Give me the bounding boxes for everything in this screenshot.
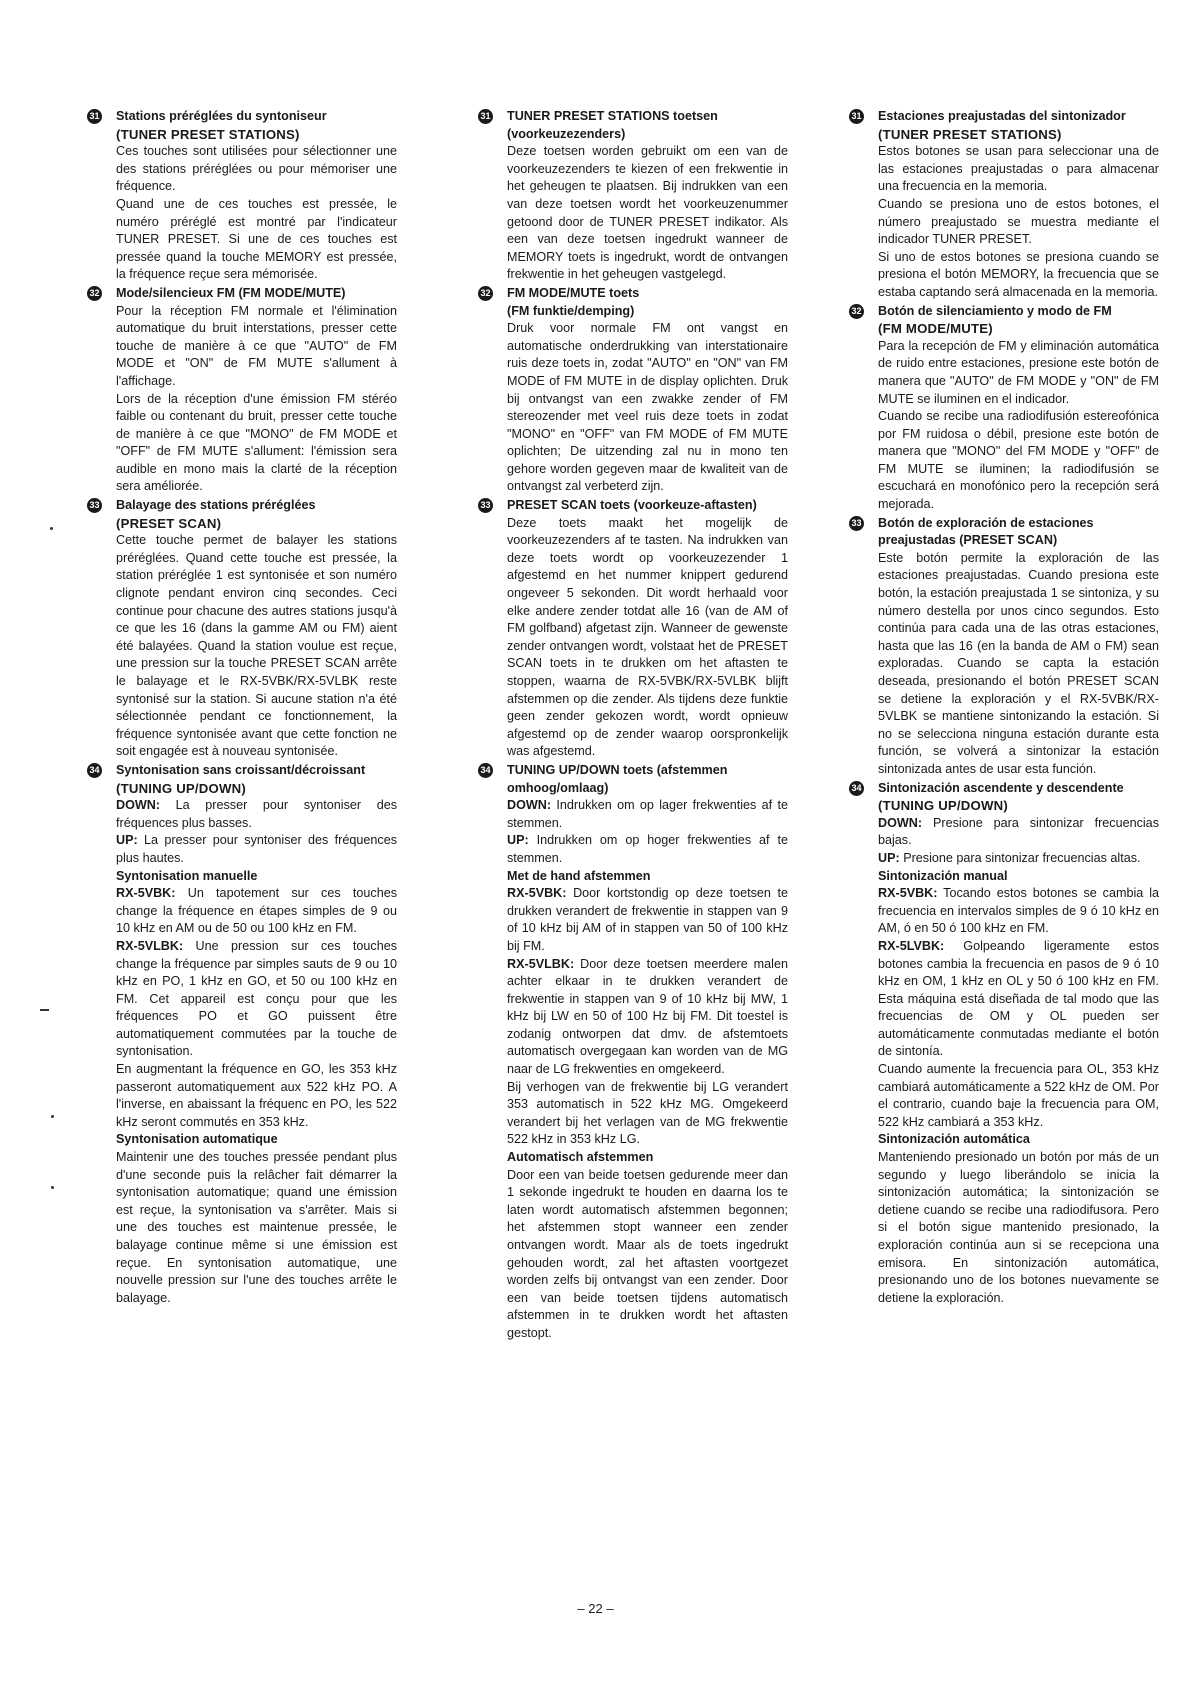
section-number-badge: 33 [478, 498, 493, 513]
section-heading [849, 303, 1159, 338]
section-subtitle: (TUNER PRESET STATIONS) [116, 126, 300, 142]
section-number-badge: 32 [478, 286, 493, 301]
section-title: Botón de exploración de estaciones preajustadas (PRESET SCAN) [878, 515, 1094, 548]
text: Golpeando ligeramente estos botones cambia la frecuencia en pasos de 9 ó 10 kHz en OM, 1 kHz en OL y 50 ó 100 kHz en FM. Esta máquina está diseñada de tal modo que las frecuencias de OM y OL pueden ser automáticamente conmutadas mediante el botón de sintonía. [878, 938, 1159, 1059]
scan-dot [51, 1186, 54, 1189]
section-fr-31 [87, 108, 397, 284]
section-title: Stations préréglées du syntoniseur [116, 109, 327, 123]
page-number: – 22 – [577, 1601, 614, 1616]
section-heading [849, 108, 1159, 143]
text: La presser pour syntoniser des fréquences plus hautes. [116, 833, 397, 865]
section-heading [478, 762, 788, 797]
keyword-model: RX-5VLBK: [116, 938, 184, 953]
text: Tocando estos botones se cambia la frecuencia en intervalos simples de 9 ó 10 kHz en AM, ó en 50 ó 100 kHz en FM. [878, 886, 1159, 936]
section-subtitle: (PRESET SCAN) [116, 515, 222, 531]
section-fr-33 [87, 497, 397, 761]
keyword-model: RX-5LVBK: [878, 938, 945, 953]
section-fr-32 [87, 285, 397, 496]
text: Door deze toetsen meerdere malen achter elkaar in te drukken verandert de frekwentie in stappen van 9 of 10 kHz bij MW, 1 kHz bij LW en 50 of 100 Hz bij FM. Dit toestel is zodanig ontworpen dat dmv. de afstemtoets automatisch overgegaan kan worden van de MG naar de LG frekwenties en omgekeerd. [507, 956, 788, 1077]
section-title: Estaciones preajustadas del sintonizador [878, 109, 1126, 123]
section-title: TUNING UP/DOWN toets (afstemmen [507, 762, 728, 777]
column-french [87, 108, 397, 1308]
paragraph: Ces touches sont utilisées pour sélectionner une des stations préréglées ou pour mémoriser une fréquence. [116, 144, 397, 194]
subheading-manual: Sintonización manual [878, 868, 1008, 883]
section-body [478, 320, 788, 496]
section-heading [87, 497, 397, 532]
keyword-up: UP: [878, 850, 900, 865]
section-title: FM MODE/MUTE toets [507, 285, 640, 300]
section-body [87, 143, 397, 284]
paragraph: Door een van beide toetsen gedurende meer dan 1 sekonde ingedrukt te houden en daarna los te laten wordt automatisch afstemmen begonnen; het afstemmen stopt wanneer een zender ontvangen wordt. Maar als de toets ingedrukt gehouden wordt, zal het aftasten voortgezet worden zelfs bij ontvangst van een zender. Door een van beide toetsen tijdens automatisch afstemmen in te drukken wordt het aftasten gestopt. [507, 1167, 788, 1340]
column-dutch [478, 108, 788, 1344]
keyword-up: UP: [116, 833, 138, 848]
section-title: Botón de silenciamiento y modo de FM [878, 303, 1112, 318]
keyword-down: DOWN: [507, 798, 552, 813]
paragraph: Bij verhogen van de frekwentie bij LG verandert 353 automatisch in 522 kHz MG. Omgekeerd verandert bij het verlagen van de MG frekwentie 522 kHz in 353 kHz LG. [507, 1079, 788, 1147]
keyword-down: DOWN: [878, 815, 923, 830]
section-number-badge: 31 [849, 109, 864, 124]
paragraph-vlbk [507, 956, 788, 1079]
section-subtitle: (FM funktie/demping) [507, 303, 635, 318]
paragraph-vbk [116, 885, 397, 938]
section-body [87, 532, 397, 761]
paragraph-vlbk [878, 938, 1159, 1061]
text: La presser pour syntoniser des fréquences plus basses. [116, 798, 397, 830]
text: Une pression sur ces touches change la fréquence par simples sauts de 9 ou 10 kHz en PO, 1 kHz en GO, et 50 ou 100 kHz en FM. Cet appareil est conçu pour que les fréquences PO et GO puissent être automatiquement commutées par la touche de syntonisation. [116, 938, 397, 1059]
section-number-badge: 34 [478, 763, 493, 778]
section-nl-32 [478, 285, 788, 496]
section-nl-34 [478, 762, 788, 1343]
paragraph: Estos botones se usan para seleccionar una de las estaciones preajustadas o para almacenar una frecuencia en la memoria. [878, 144, 1159, 194]
section-title: PRESET SCAN toets (voorkeuze-aftasten) [507, 498, 757, 513]
scan-dot [51, 1115, 54, 1118]
section-subtitle: (FM MODE/MUTE) [878, 321, 993, 337]
section-title: Sintonización ascendente y descendente [878, 780, 1124, 795]
paragraph-down [507, 797, 788, 832]
subheading-auto: Syntonisation automatique [116, 1132, 278, 1147]
section-subtitle: (TUNING UP/DOWN) [116, 780, 246, 796]
paragraph-up [507, 832, 788, 867]
keyword-model: RX-5VBK: [507, 886, 567, 901]
section-heading [87, 285, 397, 303]
section-number-badge: 33 [87, 498, 102, 513]
section-number-badge: 34 [87, 763, 102, 778]
scan-dot [50, 527, 53, 530]
section-fr-34 [87, 762, 397, 1307]
paragraph: Deze toets maakt het mogelijk de voorkeuzezenders af te tasten. Na indrukken van deze toets wordt op voorkeuzezender 1 afgestemd en het nummer knippert gedurend ongeveer 5 sekonden. Dit wordt herhaald voor elke andere zender totdat alle 16 (van de AM of FM golfband) afgetast zijn. Wanneer de gewenste zender ontvangen wordt, volstaat het de PRESET SCAN toets in te drukken om het aftasten te stoppen, waarna de RX-5VBK/RX-5VLBK blijft afstemmen op die zender. Als tijdens deze funktie geen zender gekozen wordt, wordt opnieuw afgestemd op de zender waarop oorspronkelijk was afgestemd. [507, 515, 788, 759]
section-body [87, 797, 397, 1307]
paragraph: Cuando se recibe una radiodifusión estereofónica por FM ruidosa o débil, presione este botón de manera que "MONO" del FM MODE y "OFF" de FM MUTE se iluminen; la radiodifusión se escuchará en monofónico pero la recepción será mejorada. [878, 409, 1159, 512]
paragraph: Pour la réception FM normale et l'élimination automatique du bruit interstations, presser cette touche de manière à ce que "AUTO" de FM MODE et "ON" de FM MUTE s'allument à l'affichage. [116, 303, 397, 388]
paragraph: Si uno de estos botones se presiona cuando se presiona el botón MEMORY, la frecuencia que se estaba captando será almacenada en la memoria. [878, 249, 1159, 299]
text: Indrukken om op hoger frekwenties af te stemmen. [507, 833, 788, 865]
text: Door kortstondig op deze toetsen te drukken verandert de frekwentie in stappen van 9 of 10 kHz bij AM of in stappen van 50 of 100 kHz bij FM. [507, 886, 788, 953]
section-es-34 [849, 780, 1159, 1308]
subheading-auto: Sintonización automática [878, 1132, 1030, 1147]
section-heading [87, 108, 397, 143]
paragraph: En augmentant la fréquence en GO, les 353 kHz passeront automatiquement aux 522 kHz PO. A l'inverse, en abaissant la fréquenc en PO, les 522 kHz seront commutés en 353 kHz. [116, 1062, 397, 1129]
section-title: Syntonisation sans croissant/décroissant [116, 762, 366, 777]
paragraph-up [878, 850, 1159, 868]
keyword-model: RX-5VBK: [116, 886, 176, 901]
paragraph: Para la recepción de FM y eliminación automática de ruido entre estaciones, presione este botón de manera que "AUTO" de FM MODE y "ON" de FM MUTE se iluminen en el indicador. [878, 338, 1159, 406]
paragraph: Cuando aumente la frecuencia para OL, 353 kHz cambiará automáticamente a 522 kHz de OM. Por el contrario, cuando baje la frecuencia para OM, 522 kHz cambiará a 353 kHz. [878, 1062, 1159, 1129]
text: Presione para sintonizar frecuencias altas. [899, 850, 1141, 865]
subheading-auto: Automatisch afstemmen [507, 1150, 654, 1165]
paragraph: Deze toetsen worden gebruikt om een van de voorkeuzezenders te kiezen of een frekwentie in het geheugen te plaatsen. Bij indrukken van een van deze toetsen wordt het voorkeuzenummer getoond door de TUNER PRESET indikator. Als een van deze toetsen ingedrukt wanneer de MEMORY toets is ingedrukt, wordt de ontvangen frekwentie in het geheugen vastgelegd. [507, 144, 788, 282]
section-number-badge: 32 [87, 286, 102, 301]
section-number-badge: 31 [87, 109, 102, 124]
subheading-manual: Syntonisation manuelle [116, 868, 258, 883]
section-number-badge: 33 [849, 516, 864, 531]
section-body [478, 143, 788, 284]
section-body [849, 815, 1159, 1308]
section-heading [849, 515, 1159, 550]
paragraph: Cette touche permet de balayer les stations préréglées. Quand cette touche est pressée, la station préréglée 1 est syntonisée et son numéro clignote pendant environ cinq secondes. Ceci continue pour chacune des autres stations jusqu'à ce que les 16 (dans la gamme AM ou FM) aient été balayées. Quand la station voulue est reçue, une pression sur la touche PRESET SCAN arrête le balayage et le RX-5VBK/RX-5VLBK reste syntonisé sur la station. Si aucune station n'a été sélectionnée pendant ce fonctionnement, la fréquence syntonisée avant que cette fonction ne soit engagée est à nouveau syntonisée. [116, 533, 397, 759]
paragraph: Este botón permite la exploración de las estaciones preajustadas. Cuando presiona este botón, la estación preajustada 1 se sintoniza, y su número destella por unos cinco segundos. Esto continúa para cada una de las otras estaciones, hasta que las 16 (en la banda de AM o FM) sean exploradas. Cuando se capta la estación deseada, presionando el botón PRESET SCAN se detiene la exploración y el RX-5VBK/RX-5VLBK se mantiene sintonizando la estación. Si no se selecciona ninguna estación durante esta función, se volverá a sintonizar la estación sintonizada antes de usar esta función. [878, 550, 1159, 776]
paragraph-up [116, 832, 397, 867]
paragraph: Druk voor normale FM ont vangst en automatische onderdrukking van interstationaire ruis deze toets in, zodat "AUTO" en "ON" van FM MODE of FM MUTE in de display oplichten. Druk bij ontvangst van een zwakke zender of FM stereozender met veel ruis deze toets in zodat "MONO" en "OFF" van FM MODE of FM MUTE oplichten; De uitzending zal nu in mono ten gehore worden gegeven maar de kwaliteit van de ontvangst zal verbeterd zijn. [507, 321, 788, 494]
section-subtitle: (voorkeuzezenders) [507, 126, 626, 141]
scan-dash [40, 1009, 49, 1011]
section-subtitle: (TUNING UP/DOWN) [878, 798, 1008, 814]
paragraph-down [878, 815, 1159, 850]
text: Indrukken om op lager frekwenties af te stemmen. [507, 798, 788, 830]
paragraph: Manteniendo presionado un botón por más de un segundo y luego liberándolo se inicia la sintonización automática; la sintonización se detiene cuando se recibe una radiodifusora. Pero si el botón sigue mantenido presionado, la exploración continúa aun si se recepciona una emisora. En sintonización automática, presionando uno de los botones nuevamente se detiene la exploración. [878, 1150, 1159, 1305]
subheading-manual: Met de hand afstemmen [507, 868, 651, 883]
paragraph: Quand une de ces touches est pressée, le numéro préréglé est montré par l'indicateur TUNER PRESET. Si une de ces touches est pressée quand la touche MEMORY est pressée, la fréquence reçue sera mémorisée. [116, 196, 397, 282]
section-body [478, 515, 788, 761]
section-heading [478, 285, 788, 320]
section-subtitle: (TUNER PRESET STATIONS) [878, 126, 1062, 142]
text: Presione para sintonizar frecuencias bajas. [878, 815, 1159, 848]
section-title: Balayage des stations préréglées [116, 498, 316, 513]
keyword-down: DOWN: [116, 798, 161, 813]
paragraph-vbk [878, 885, 1159, 938]
keyword-model: RX-5VBK: [878, 886, 938, 901]
section-heading [849, 780, 1159, 815]
section-subtitle: omhoog/omlaag) [507, 780, 609, 795]
keyword-up: UP: [507, 833, 529, 848]
section-body [849, 550, 1159, 779]
section-nl-33 [478, 497, 788, 761]
paragraph-vlbk [116, 938, 397, 1061]
section-number-badge: 34 [849, 781, 864, 796]
section-es-31 [849, 108, 1159, 302]
section-heading [478, 497, 788, 515]
section-body [478, 797, 788, 1342]
section-heading [87, 762, 397, 797]
text: Un tapotement sur ces touches change la fréquence en étapes simples de 9 ou 10 kHz en AM ou de 50 ou 100 kHz en FM. [116, 886, 397, 936]
section-title: TUNER PRESET STATIONS toetsen [507, 109, 718, 123]
section-es-32 [849, 303, 1159, 514]
paragraph-down [116, 797, 397, 832]
paragraph: Lors de la réception d'une émission FM stéréo faible ou contenant du bruit, presser cette touche de manière à ce que "MONO" de FM MODE et "OFF" de FM MUTE s'allument: l'émission sera audible en mono mais la clarté de la réception sera améliorée. [116, 391, 397, 494]
section-body [849, 338, 1159, 514]
section-title: Mode/silencieux FM (FM MODE/MUTE) [116, 285, 346, 300]
section-body [87, 303, 397, 497]
column-spanish [849, 108, 1159, 1308]
paragraph: Maintenir une des touches pressée pendant plus d'une seconde puis la relâcher fait démarrer la syntonisation automatique; quand une émission est reçue, la syntonisation va s'arrêter. Mais si une des touches est maintenue pressée, le balayage continue même si une émission est reçue. En syntonisation automatique, une nouvelle pression sur l'une des touches arrête le balayage. [116, 1150, 397, 1305]
section-nl-31 [478, 108, 788, 284]
paragraph: Cuando se presiona uno de estos botones, el número preajustado se muestra mediante el indicador TUNER PRESET. [878, 196, 1159, 247]
section-heading [478, 108, 788, 143]
section-body [849, 143, 1159, 301]
section-number-badge: 31 [478, 109, 493, 124]
keyword-model: RX-5VLBK: [507, 956, 575, 971]
paragraph-vbk [507, 885, 788, 955]
section-es-33 [849, 515, 1159, 779]
section-number-badge: 32 [849, 304, 864, 319]
